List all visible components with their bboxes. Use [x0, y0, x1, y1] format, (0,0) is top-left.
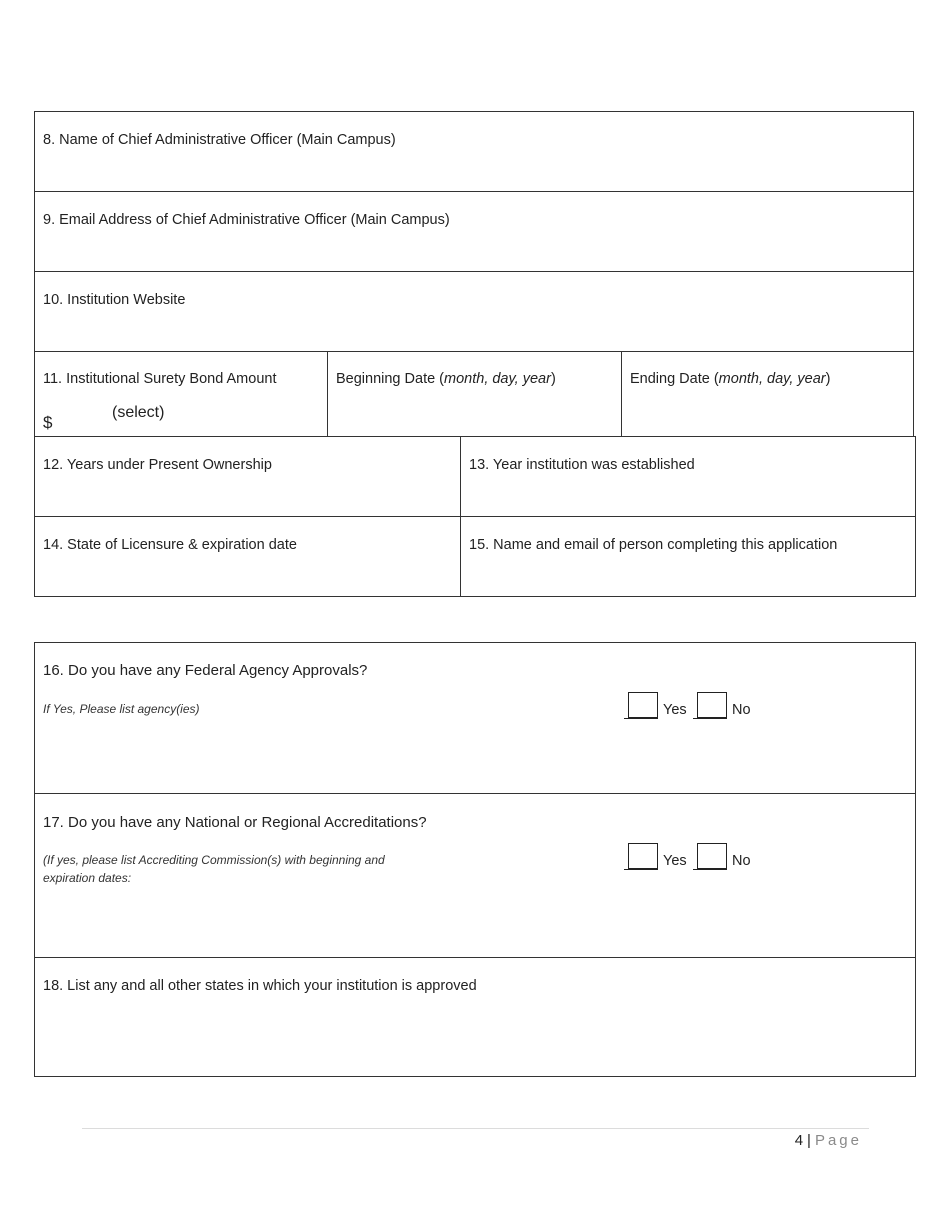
row-divider: [34, 516, 916, 517]
years-ownership-label: 12. Years under Present Ownership: [43, 457, 272, 473]
row-divider: [34, 957, 916, 958]
federal-no-label: No: [732, 702, 751, 718]
other-states-label: 18. List any and all other states in which your institution is approved: [43, 978, 477, 994]
page-separator: |: [807, 1132, 811, 1149]
surety-bond-label: 11. Institutional Surety Bond Amount: [43, 371, 277, 387]
checkbox-underline: [693, 869, 727, 870]
footer-rule: [82, 1128, 869, 1129]
beginning-date-prefix: Beginning Date (: [336, 371, 445, 387]
accreditations-label: 17. Do you have any National or Regional Accreditations?: [43, 814, 427, 831]
accreditation-no-checkbox[interactable]: [697, 843, 727, 869]
accreditations-note: (If yes, please list Accrediting Commission(s) with beginning and expiration dates:: [43, 853, 385, 885]
state-licensure-label: 14. State of Licensure & expiration date: [43, 537, 297, 553]
checkbox-underline: [624, 718, 658, 719]
surety-bond-select[interactable]: (select): [112, 404, 165, 421]
institution-website-label: 10. Institution Website: [43, 292, 186, 308]
ending-date-suffix: ): [825, 371, 831, 387]
federal-no-checkbox[interactable]: [697, 692, 727, 718]
col-divider: [327, 351, 328, 437]
page-number-value: 4: [794, 1132, 804, 1149]
federal-yes-checkbox[interactable]: [628, 692, 658, 718]
row-divider: [34, 351, 914, 352]
beginning-date-suffix: ): [550, 371, 556, 387]
col-divider: [621, 351, 622, 437]
page-word: Page: [814, 1132, 862, 1149]
row-divider: [34, 793, 916, 794]
applicant-name-email-label: 15. Name and email of person completing this application: [469, 537, 838, 553]
federal-approvals-note: If Yes, Please list agency(ies): [43, 702, 200, 716]
accreditation-yes-label: Yes: [663, 853, 687, 869]
accreditation-yes-checkbox[interactable]: [628, 843, 658, 869]
year-established-label: 13. Year institution was established: [469, 457, 695, 473]
ending-date-prefix: Ending Date (: [630, 371, 719, 387]
institution-info-table: [34, 111, 914, 437]
row-divider: [34, 191, 914, 192]
ending-date-format: month, day, year: [718, 371, 826, 387]
beginning-date-format: month, day, year: [444, 371, 551, 387]
chief-officer-name-label: 8. Name of Chief Administrative Officer (Main Campus): [43, 132, 396, 148]
federal-yes-label: Yes: [663, 702, 687, 718]
ending-date-label: [630, 371, 830, 387]
checkbox-underline: [624, 869, 658, 870]
row-divider: [34, 271, 914, 272]
page-number: [795, 1132, 862, 1149]
col-divider: [460, 436, 461, 597]
chief-officer-email-label: 9. Email Address of Chief Administrative Officer (Main Campus): [43, 212, 450, 228]
federal-approvals-label: 16. Do you have any Federal Agency Approvals?: [43, 662, 368, 679]
currency-symbol: $: [43, 413, 53, 432]
accreditation-no-label: No: [732, 853, 751, 869]
checkbox-underline: [693, 718, 727, 719]
beginning-date-label: [336, 371, 556, 387]
